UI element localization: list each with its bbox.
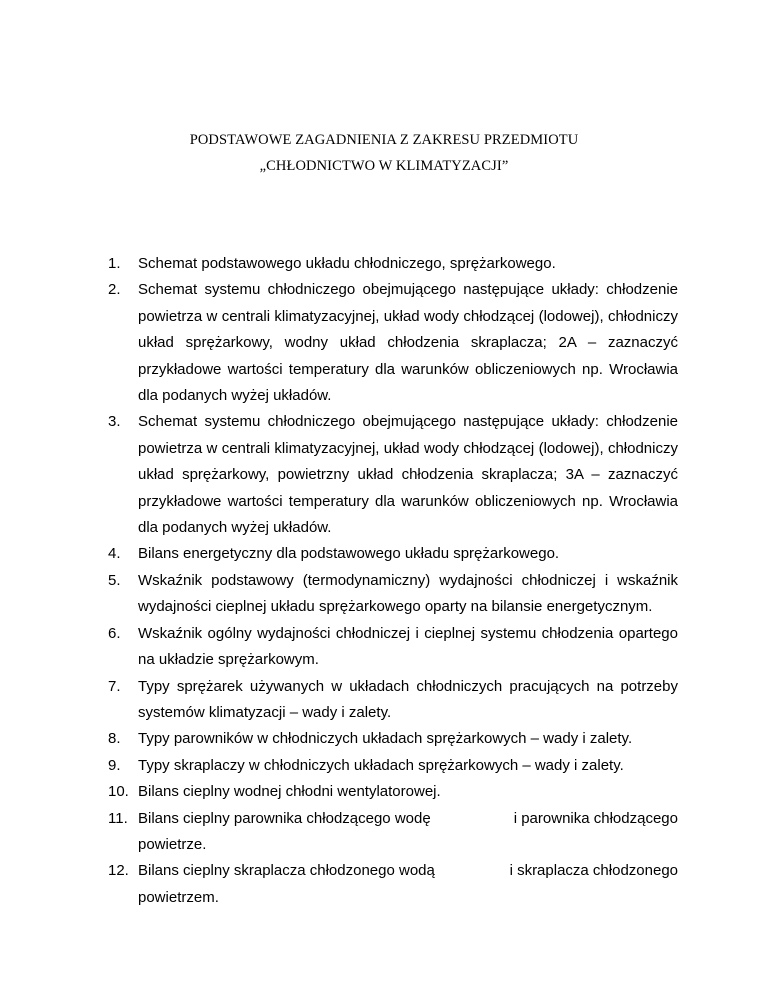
list-item (108, 541, 678, 567)
item-number: 6. (108, 624, 121, 642)
item-text: Typy parowników w chłodniczych układach sprężarkowych – wady i zalety. (138, 730, 633, 748)
list-item (108, 779, 678, 805)
item-number: 7. (108, 677, 121, 695)
item-text-continuation: powietrzem. (138, 888, 219, 906)
item-number: 4. (108, 545, 121, 563)
item-number: 8. (108, 730, 121, 748)
item-text-continuation: powietrze. (138, 835, 207, 853)
document-title-line-1: PODSTAWOWE ZAGADNIENIA Z ZAKRESU PRZEDMIOTU (189, 132, 579, 148)
item-first-line (138, 858, 678, 884)
item-text: Schemat systemu chłodniczego obejmującego następujące układy: chłodzenie powietrza w centrali klimatyzacyjnej, układ wody chłodzącej (lodowej), chłodniczy układ sprężarkowy, powietrzny układ chłodzenia skraplacza; 3A – zaznaczyć przykładowe wartości temperatury dla warunków obliczeniowych np. Wrocławia dla podanych wyżej układów. (138, 413, 678, 537)
item-text-part: i skraplacza chłodzonego (509, 862, 678, 880)
item-text: Typy skraplaczy w chłodniczych układach sprężarkowych – wady i zalety. (138, 756, 624, 774)
item-first-line (138, 806, 678, 832)
item-text: Schemat podstawowego układu chłodniczego, sprężarkowego. (138, 255, 556, 272)
list-item (108, 251, 678, 277)
item-text: Bilans cieplny wodnej chłodni wentylatorowej. (138, 783, 441, 801)
list-item (108, 753, 678, 779)
item-number: 11. (108, 809, 128, 827)
list-item (108, 674, 678, 727)
item-text: Wskaźnik podstawowy (termodynamiczny) wydajności chłodniczej i wskaźnik wydajności cieplnej układu sprężarkowego oparty na bilansie energetycznym. (138, 571, 678, 616)
list-item (108, 277, 678, 409)
item-text: Schemat systemu chłodniczego obejmującego następujące układy: chłodzenie powietrza w centrali klimatyzacyjnej, układ wody chłodzącej (lodowej), chłodniczy układ sprężarkowy, wodny układ chłodzenia skraplacza; 2A – zaznaczyć przykładowe wartości temperatury dla warunków obliczeniowych np. Wrocławia dla podanych wyżej układów. (138, 281, 678, 405)
item-number: 2. (108, 281, 121, 299)
list-item (108, 621, 678, 674)
item-number: 5. (108, 571, 121, 589)
topics-list (108, 251, 678, 911)
item-number: 1. (108, 255, 121, 272)
list-item (108, 409, 678, 541)
list-item (108, 858, 678, 911)
item-text-part: Bilans cieplny skraplacza chłodzonego wodą (138, 862, 435, 880)
item-text-part: i parownika chłodzącego (513, 809, 678, 827)
item-number: 3. (108, 413, 121, 431)
item-number: 10. (108, 783, 129, 801)
item-text: Typy sprężarek używanych w układach chłodniczych pracujących na potrzeby systemów klimatyzacji – wady i zalety. (138, 677, 678, 721)
item-text-part: Bilans cieplny parownika chłodzącego wodę (138, 809, 431, 827)
list-item (108, 568, 678, 621)
item-number: 9. (108, 756, 121, 774)
document-title-line-2: „CHŁODNICTWO W KLIMATYZACJI” (259, 158, 509, 174)
item-text: Wskaźnik ogólny wydajności chłodniczej i cieplnej systemu chłodzenia opartego na układzie sprężarkowym. (138, 624, 678, 669)
list-item (108, 726, 678, 752)
list-item (108, 806, 678, 859)
item-number: 12. (108, 862, 129, 880)
item-text: Bilans energetyczny dla podstawowego układu sprężarkowego. (138, 545, 560, 563)
